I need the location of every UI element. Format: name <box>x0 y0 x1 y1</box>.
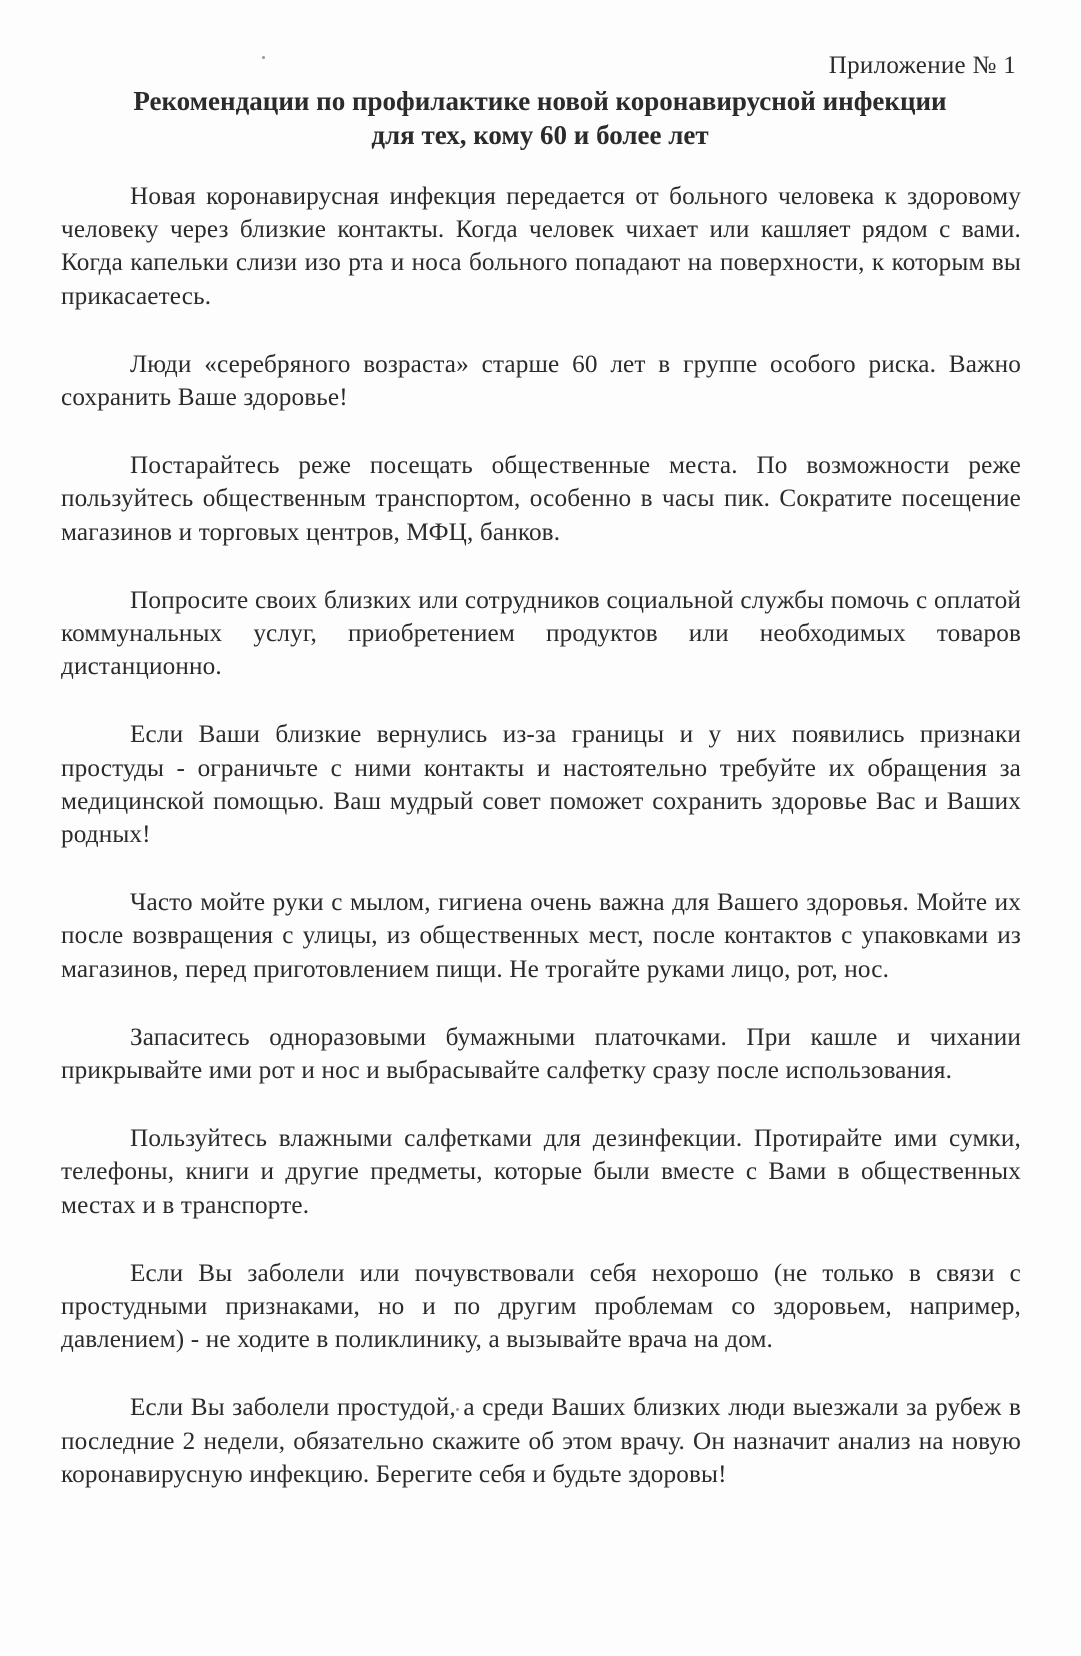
paragraph-travel-history: Если Вы заболели простудой, а среди Ваших близких люди выезжали за рубеж в последние 2 недели, обязательно скажите об этом врачу. Он назначит анализ на новую коронавирусную инфекцию. Берегите себя и будьте здоровы! <box>61 1394 1021 1488</box>
document-body <box>61 180 1021 1526</box>
appendix-label: Приложение № 1 <box>828 52 1016 79</box>
paragraph-risk-group: Люди «серебряного возраста» старше 60 лет в группе особого риска. Важно сохранить Ваше здоровье! <box>61 350 1021 412</box>
paragraph-wet-wipes: Пользуйтесь влажными салфетками для дезинфекции. Протирайте ими сумки, телефоны, книги и другие предметы, которые были вместе с Вами в общественных местах и в транспорте. <box>61 1125 1021 1219</box>
paragraph-call-doctor: Если Вы заболели или почувствовали себя нехорошо (не только в связи с простудными признаками, но и по другим проблемам со здоровьем, например, давлением) - не ходите в поликлинику, а вызывайте врача на дом. <box>61 1259 1021 1354</box>
title-line-1: Рекомендации по профилактике новой коронавирусной инфекции <box>133 86 947 116</box>
paragraph-returned-relatives: Если Ваши близкие вернулись из-за границы и у них появились признаки простуды - ограничьте с ними контакты и настоятельно требуйте их обращения за медицинской помощью. Ваш мудрый совет поможет сохранить здоровье Вас и Ваших родных! <box>61 721 1021 849</box>
scan-speck <box>262 56 265 59</box>
paragraph-hand-washing: Часто мойте руки с мылом, гигиена очень важна для Вашего здоровья. Мойте их после возвращения с улицы, из общественных мест, после контактов с упаковками из магазинов, перед приготовлением пищи. Не трогайте руками лицо, рот, нос. <box>61 889 1021 983</box>
paragraph-public-places: Постарайтесь реже посещать общественные места. По возможности реже пользуйтесь общественным транспортом, особенно в часы пик. Сократите посещение магазинов и торговых центров, МФЦ, банков. <box>61 452 1021 546</box>
paragraph-tissues: Запаситесь одноразовыми бумажными платочками. При кашле и чихании прикрывайте ими рот и нос и выбрасывайте салфетку сразу после использования. <box>61 1023 1021 1085</box>
title-line-2: для тех, кому 60 и более лет <box>371 120 709 150</box>
paragraph-remote-help: Попросите своих близких или сотрудников социальной службы помочь с оплатой коммунальных услуг, приобретением продуктов или необходимых товаров дистанционно. <box>61 586 1021 681</box>
paragraph-transmission: Новая коронавирусная инфекция передается от больного человека к здоровому человеку через близкие контакты. Когда человек чихает или кашляет рядом с вами. Когда капельки слизи изо рта и носа больного попадают на поверхности, к которым вы прикасаетесь. <box>61 183 1021 310</box>
document-title <box>60 84 1020 152</box>
